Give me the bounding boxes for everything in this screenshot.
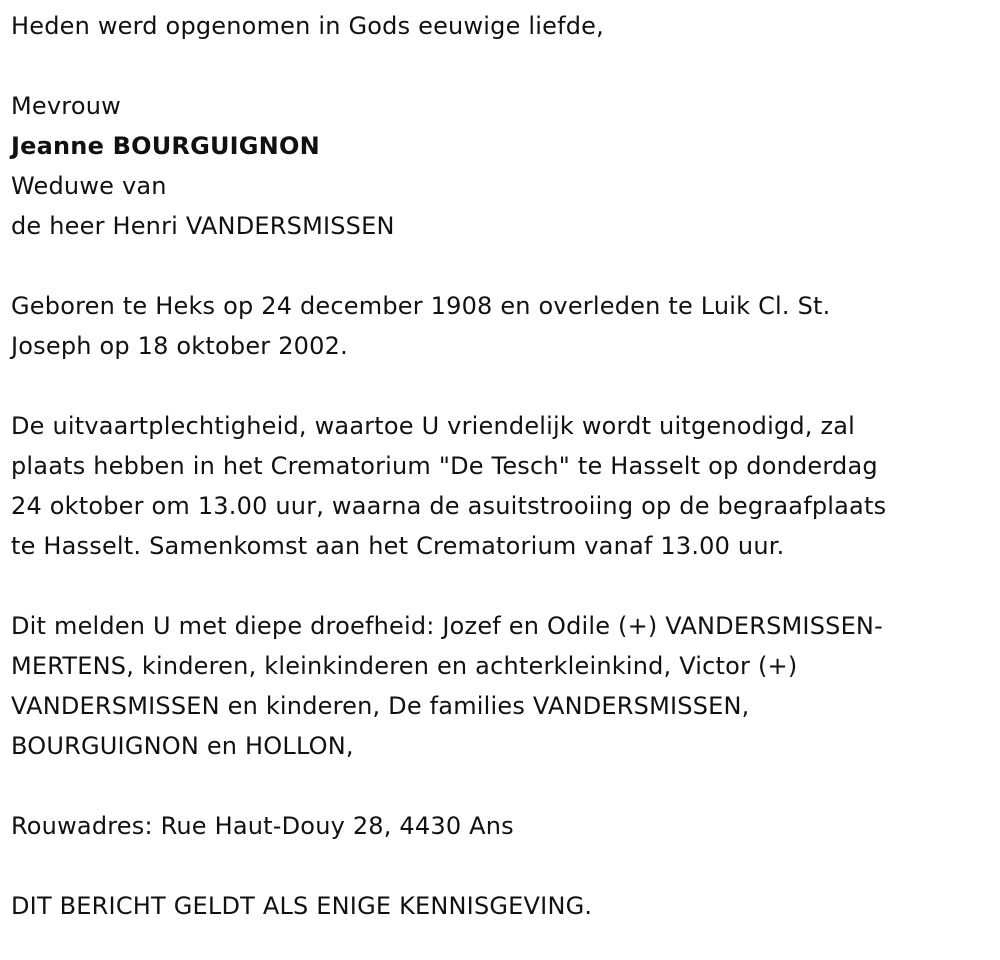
birth-death-line-2: Joseph op 18 oktober 2002. [11,332,348,360]
spacer [11,846,986,886]
family-line-1: Dit melden U met diepe droefheid: Jozef en Odile (+) VANDERSMISSEN- [11,612,883,640]
ceremony-line-2: plaats hebben in het Crematorium "De Tesch" te Hasselt op donderdag [11,452,878,480]
ceremony-line-3: 24 oktober om 13.00 uur, waarna de asuitstrooiing op de begraafplaats [11,492,887,520]
spacer [11,566,986,606]
deceased-name: Jeanne BOURGUIGNON [11,132,320,160]
ceremony-line-1: De uitvaartplechtigheid, waartoe U vriendelijk wordt uitgenodigd, zal [11,412,856,440]
family-line-4: BOURGUIGNON en HOLLON, [11,732,354,760]
closing-statement: DIT BERICHT GELDT ALS ENIGE KENNISGEVING. [11,892,593,920]
birth-death-line-1: Geboren te Heks op 24 december 1908 en overleden te Luik Cl. St. [11,292,831,320]
widow-of-label: Weduwe van [11,172,167,200]
family-line-2: MERTENS, kinderen, kleinkinderen en achterkleinkind, Victor (+) [11,652,798,680]
obituary-notice [11,6,986,926]
mourning-address: Rouwadres: Rue Haut-Douy 28, 4430 Ans [11,812,514,840]
spouse-name: de heer Henri VANDERSMISSEN [11,212,395,240]
spacer [11,766,986,806]
salutation: Mevrouw [11,92,121,120]
family-line-3: VANDERSMISSEN en kinderen, De families VANDERSMISSEN, [11,692,750,720]
spacer [11,246,986,286]
spacer [11,46,986,86]
ceremony-line-4: te Hasselt. Samenkomst aan het Crematorium vanaf 13.00 uur. [11,532,785,560]
spacer [11,366,986,406]
intro-text: Heden werd opgenomen in Gods eeuwige liefde, [11,12,604,40]
